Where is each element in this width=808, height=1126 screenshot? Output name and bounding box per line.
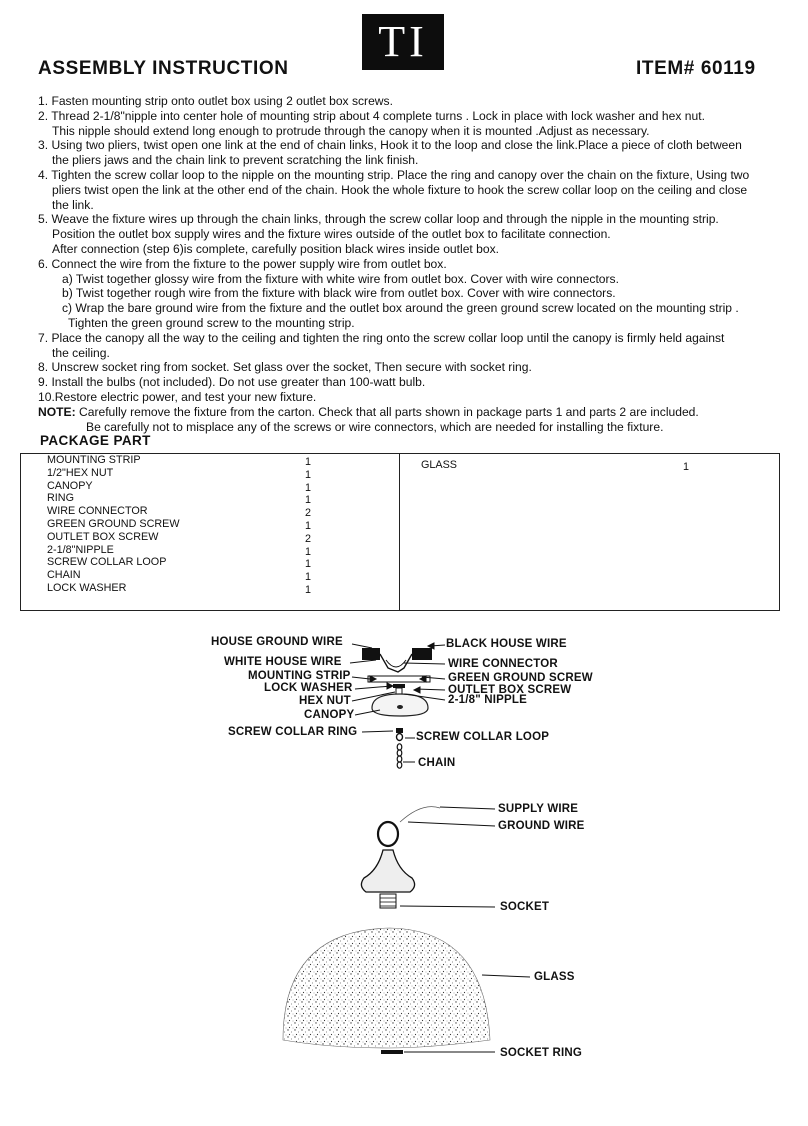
part-name: WIRE CONNECTOR	[47, 505, 148, 518]
label-chain: CHAIN	[418, 757, 456, 769]
part-qty: 1	[683, 461, 690, 473]
brand-logo: TI	[362, 14, 444, 70]
screw-collar-loop	[397, 734, 403, 741]
step-line: 3. Using two pliers, twist open one link at the end of chain links, Hook it to the loop and close the link.Place a piece of cloth between	[38, 138, 742, 153]
label-lock-washer: LOCK WASHER	[264, 682, 353, 694]
label-ground-wire: GROUND WIRE	[498, 820, 585, 832]
part-name: 2-1/8"NIPPLE	[47, 543, 114, 556]
label-socket: SOCKET	[500, 901, 550, 913]
part-name: CHAIN	[47, 569, 81, 582]
part-name: GREEN GROUND SCREW	[47, 517, 180, 530]
step-line: 5. Weave the fixture wires up through the chain links, through the screw collar loop and through the nipple in the mounting strip.	[38, 212, 719, 227]
socket-ring	[381, 1050, 403, 1054]
label-screw-collar-loop: SCREW COLLAR LOOP	[416, 731, 550, 743]
step-line: pliers twist open the link at the other end of the chain. Hook the whole fixture to hook the screw collar loop on the ceiling and close	[52, 182, 748, 197]
step-line: 4. Tighten the screw collar loop to the nipple on the mounting strip. Place the ring and canopy over the chain on the fixture, Using two	[38, 167, 750, 182]
step-line: Position the outlet box supply wires and the fixture wires outside of the outlet box to facilitate connection.	[52, 227, 611, 242]
label-white-house-wire: WHITE HOUSE WIRE	[224, 656, 342, 668]
label-nipple: 2-1/8" NIPPLE	[448, 694, 527, 706]
page-title: ASSEMBLY INSTRUCTION	[38, 58, 289, 79]
part-qty: 1	[305, 571, 312, 584]
label-wire-connector: WIRE CONNECTOR	[448, 658, 558, 670]
step-line: After connection (step 6)is complete, carefully position black wires inside outlet box.	[52, 241, 500, 256]
label-screw-collar-ring: SCREW COLLAR RING	[228, 726, 358, 738]
part-name: MOUNTING STRIP	[47, 454, 141, 466]
part-qty: 2	[305, 532, 312, 545]
step-line: Tighten the green ground screw to the mounting strip.	[68, 315, 355, 330]
label-outlet-box-screw: OUTLET BOX SCREW	[448, 684, 572, 696]
step-line: 6. Connect the wire from the fixture to the power supply wire from outlet box.	[38, 256, 447, 271]
note-label: NOTE:	[38, 404, 76, 419]
step-line: b) Twist together rough wire from the fixture with black wire from outlet box. Cover with wire connectors.	[62, 286, 616, 301]
step-line: 7. Place the canopy all the way to the ceiling and tighten the ring onto the screw collar loop until the canopy is firmly held against	[38, 330, 725, 345]
step-line: 8. Unscrew socket ring from socket. Set glass over the socket, Then secure with socket ring.	[38, 360, 532, 375]
note-text: Carefully remove the fixture from the carton. Check that all parts shown in package parts 1 and parts 2 are included.	[75, 404, 699, 419]
label-canopy: CANOPY	[304, 709, 355, 721]
label-socket-ring: SOCKET RING	[500, 1047, 583, 1059]
label-mounting-strip: MOUNTING STRIP	[248, 670, 351, 682]
item-number: ITEM# 60119	[636, 58, 756, 79]
part-qty: 1	[305, 558, 312, 571]
label-glass: GLASS	[534, 971, 575, 983]
part-qty: 1	[305, 494, 312, 507]
step-line: 2. Thread 2-1/8"nipple into center hole of mounting strip about 4 complete turns . Lock in place with lock washer and hex nut.	[38, 108, 705, 123]
step-line: 1. Fasten mounting strip onto outlet box using 2 outlet box screws.	[38, 94, 393, 108]
label-green-ground-screw: GREEN GROUND SCREW	[448, 672, 593, 684]
part-name: RING	[47, 492, 74, 505]
glass-dome	[283, 928, 490, 1048]
label-supply-wire: SUPPLY WIRE	[498, 803, 579, 815]
chain	[397, 744, 402, 768]
step-line: the link.	[52, 197, 94, 212]
part-name: LOCK WASHER	[47, 581, 127, 594]
step-line: a) Twist together glossy wire from the fixture with white wire from outlet box. Cover with wire connectors.	[62, 271, 619, 286]
part-name: 1/2"HEX NUT	[47, 466, 114, 479]
part-qty: 1	[305, 545, 312, 558]
part-name: CANOPY	[47, 479, 93, 492]
screw-collar-ring	[396, 728, 403, 733]
note-line: Be carefully not to misplace any of the screws or wire connectors, which are needed for installing the fixture.	[86, 419, 664, 434]
step-line: 9. Install the bulbs (not included). Do not use greater than 100-watt bulb.	[38, 375, 426, 390]
fixture-loop	[378, 822, 398, 846]
fixture-body	[361, 807, 440, 908]
part-qty: 1	[305, 468, 312, 481]
step-line: the ceiling.	[52, 345, 110, 360]
step-line: This nipple should extend long enough to protrude through the canopy when it is mounted .Adjust as necessary.	[52, 123, 650, 138]
fixture-cap	[361, 850, 414, 892]
label-black-house-wire: BLACK HOUSE WIRE	[446, 638, 567, 650]
part-qty: 1	[305, 456, 312, 468]
label-hex-nut: HEX NUT	[299, 695, 351, 707]
part-name: GLASS	[421, 459, 458, 471]
step-line: the pliers jaws and the chain link to prevent scratching the link finish.	[52, 153, 419, 168]
part-qty: 2	[305, 507, 312, 520]
step-line: 10.Restore electric power, and test your new fixture.	[38, 389, 317, 404]
label-house-ground-wire: HOUSE GROUND WIRE	[211, 636, 343, 648]
part-qty: 1	[305, 519, 312, 532]
part-qty: 1	[305, 481, 312, 494]
step-line: c) Wrap the bare ground wire from the fixture and the outlet box around the green ground screw located on the mounting strip .	[62, 301, 739, 316]
part-qty: 1	[305, 583, 312, 596]
lock-washer	[393, 684, 405, 688]
canopy-hole	[397, 705, 403, 709]
package-part-title: PACKAGE PART	[40, 433, 151, 448]
part-name: OUTLET BOX SCREW	[47, 530, 159, 543]
part-name: SCREW COLLAR LOOP	[47, 556, 167, 569]
